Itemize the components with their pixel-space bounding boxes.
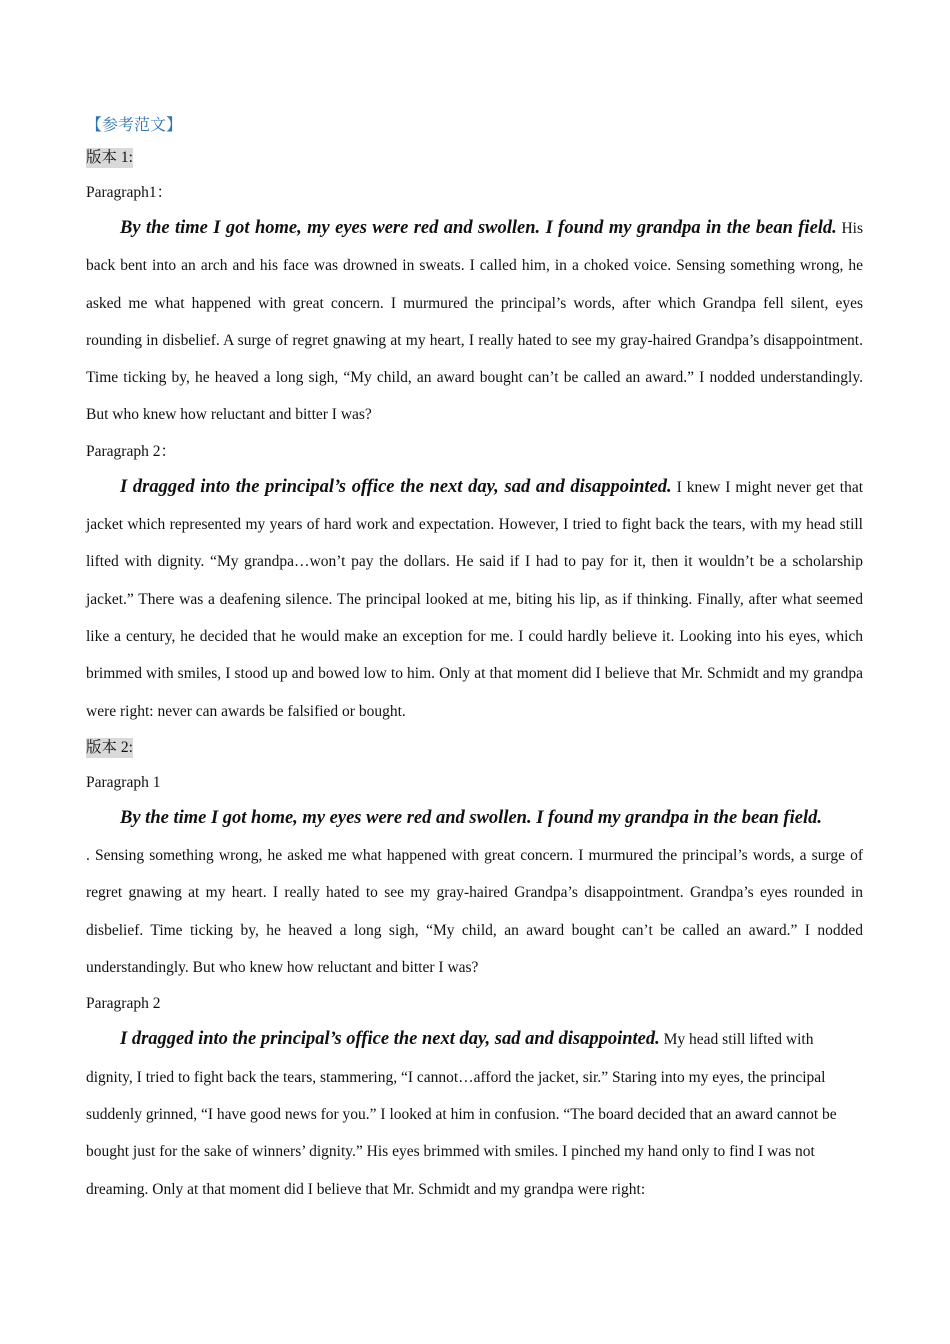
document-page: [86, 112, 863, 1208]
v1-paragraph-2-text: [86, 469, 863, 730]
v2-paragraph-1-body: . Sensing something wrong, he asked me what happened with great concern. I murmured the principal’s words, a surge of regret gnawing at my heart. I really hated to see my gray-haired Grandpa’s disappointment. Grandpa’s eyes rounded in disbelief. Time ticking by, he heaved a long sigh, “My child, an award bought can’t be called an award.” I nodded understandingly. But who knew how reluctant and bitter I was?: [86, 847, 863, 977]
v2-paragraph-2-body: My head still lifted with dignity, I tried to fight back the tears, stammering, “I cannot…afford the jacket, sir.” Staring into my eyes, the principal suddenly grinned, “I have good news for you.” I looked at him in confusion. “The board decided that an award cannot be bought just for the sake of winners’ dignity.” His eyes brimmed with smiles. I pinched my hand only to find I was not dreaming. Only at that moment did I believe that Mr. Schmidt and my grandpa were right:: [86, 1031, 837, 1198]
v2-paragraph-1-label: Paragraph 1: [86, 773, 161, 791]
v2-paragraph-1-text: [86, 800, 863, 986]
v1-paragraph-2-label: Paragraph 2：: [86, 442, 176, 460]
v1-paragraph-2-lead: I dragged into the principal’s office the next day, sad and disappointed.: [120, 476, 672, 497]
version-2-row: [86, 730, 863, 765]
version-1-label: 版本 1:: [86, 149, 133, 166]
section-heading: 【参考范文】: [86, 117, 183, 134]
v2-paragraph-2-text: [86, 1021, 863, 1207]
v1-paragraph-1-lead: By the time I got home, my eyes were red and swollen. I found my grandpa in the bean field.: [120, 218, 837, 238]
v1-paragraph-1-body: His back bent into an arch and his face was drowned in sweats. I called him, in a choked voice. Sensing something wrong, he asked me what happened with great concern. I murmured the principal’s words, after which Grandpa fell silent, eyes rounding in disbelief. A surge of regret gnawing at my heart, I really hated to see my gray-haired Grandpa’s disappointment. Time ticking by, he heaved a long sigh, “My child, an award bought can’t be called an award.” I nodded understandingly. But who knew how reluctant and bitter I was?: [86, 220, 863, 424]
v2-paragraph-2-label: Paragraph 2: [86, 995, 161, 1013]
v1-paragraph-2-body: I knew I might never get that jacket which represented my years of hard work and expectation. However, I tried to fight back the tears, with my head still lifted with dignity. “My grandpa…won’t pay the dollars. He said if I had to pay for it, then it wouldn’t be a scholarship jacket.” There was a deafening silence. The principal looked at me, biting his lip, as if thinking. Finally, after what seemed like a century, he decided that he would make an exception for me. I could hardly believe it. Looking into his eyes, which brimmed with smiles, I stood up and bowed low to him. Only at that moment did I believe that Mr. Schmidt and my grandpa were right: never can awards be falsified or bought.: [86, 478, 864, 720]
v1-paragraph-1-label: Paragraph1：: [86, 184, 173, 201]
v2-paragraph-1-lead: By the time I got home, my eyes were red and swollen. I found my grandpa in the bean field.: [120, 807, 822, 828]
version-1-row: [86, 140, 863, 175]
v2-paragraph-2-lead: I dragged into the principal’s office the next day, sad and disappointed.: [120, 1029, 660, 1050]
v1-paragraph-1-text: [86, 210, 863, 434]
version-2-label: 版本 2:: [86, 738, 133, 756]
